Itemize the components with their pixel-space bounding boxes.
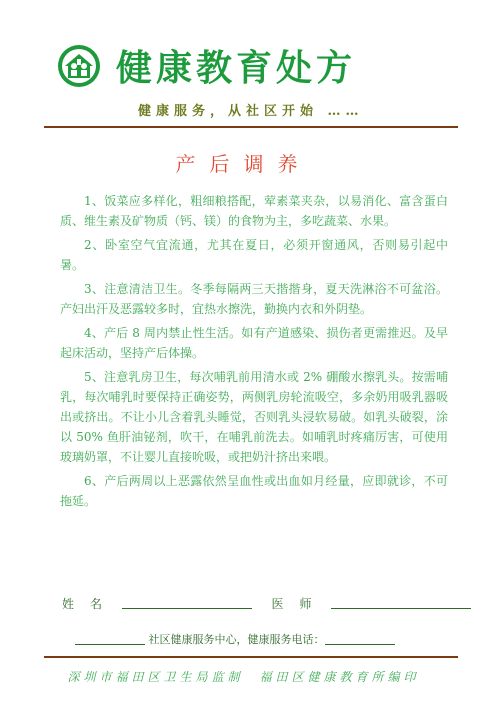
prescription-body <box>60 191 448 515</box>
section-heading: 产后调养 <box>175 152 312 176</box>
advice-item: 4、产后 8 周内禁止性生活。如有产道感染、损伤者更需推迟。及早起床活动，坚持产后体操。 <box>60 326 448 360</box>
advice-item: 6、产后两周以上恶露依然呈血性或出血如月经量，应即就诊，不可拖延。 <box>60 474 448 508</box>
name-label: 姓名 <box>62 597 119 611</box>
name-field-line[interactable] <box>122 608 252 609</box>
advice-item: 1、饭菜应多样化，粗细粮搭配，荤素菜夹杂，以易消化、富含蛋白质、维生素及矿物质（钙、镁）的食物为主，多吃蔬菜、水果。 <box>60 194 448 228</box>
health-logo-icon <box>57 44 101 88</box>
contact-text: 社区健康服务中心，健康服务电话： <box>148 633 325 646</box>
advice-item: 5、注意乳房卫生，每次哺乳前用清水或 2% 硼酸水擦乳头。按需哺乳，每次哺乳时要保持正确姿势，两侧乳房轮流吸空，多余奶用吸乳器吸出或挤出。不让小儿含着乳头睡觉，否则乳头浸软易破。如乳头破裂，涂以 50% 鱼肝油铋剂，吹干，在哺乳前洗去。如哺乳时疼痛厉害，可使用玻璃奶罩，不让婴儿直接吮吸，或把奶汁挤出来喂。 <box>60 370 448 464</box>
slogan: 健康服务，从社区开始 …… <box>138 104 364 119</box>
top-divider <box>44 126 458 128</box>
advice-item: 3、注意清洁卫生。冬季每隔两三天揩揩身，夏天洗淋浴不可盆浴。产妇出汗及恶露较多时，宜热水擦洗，勤换内衣和外阴垫。 <box>60 282 448 316</box>
footer-credit: 深圳市福田区卫生局监制 福田区健康教育所编印 <box>67 670 420 684</box>
center-name-line[interactable] <box>75 644 145 645</box>
signature-row <box>62 595 446 612</box>
page-title: 健康教育处方 <box>116 47 357 89</box>
doctor-field-line[interactable] <box>331 608 471 609</box>
doctor-label: 医师 <box>271 597 328 611</box>
bottom-divider <box>44 656 458 658</box>
phone-number-line[interactable] <box>325 644 395 645</box>
advice-item: 2、卧室空气宜流通，尤其在夏日，必须开窗通风，否则易引起中暑。 <box>60 238 448 272</box>
contact-row <box>75 631 425 647</box>
